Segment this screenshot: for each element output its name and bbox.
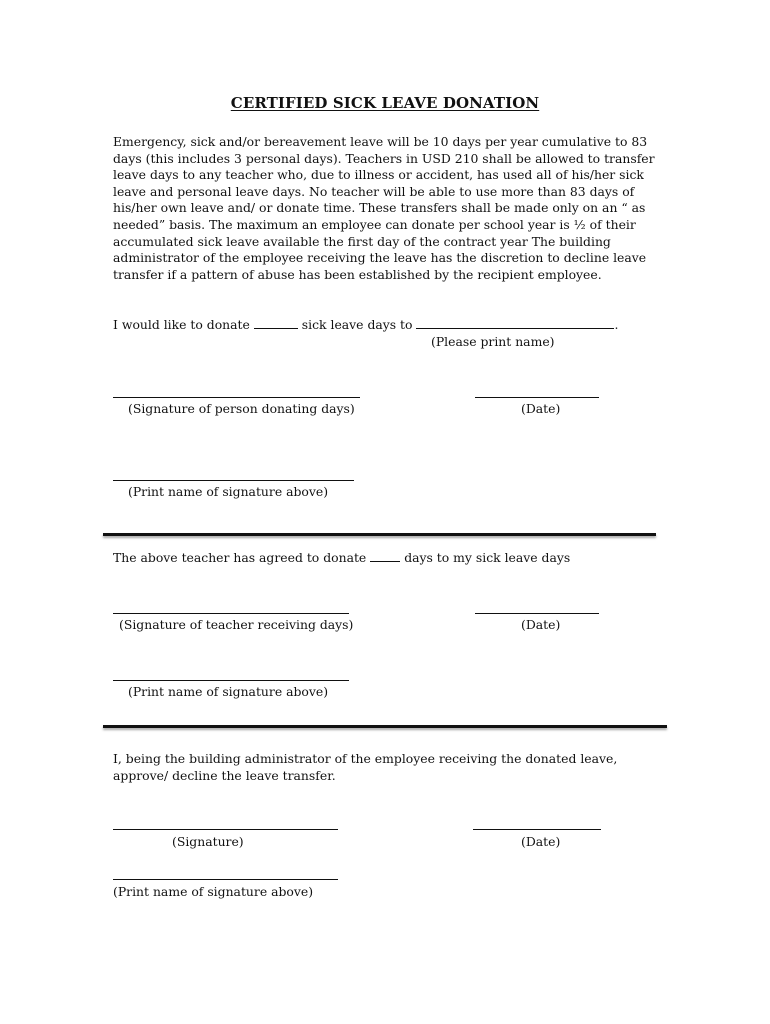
agree-sentence — [113, 550, 570, 565]
admin-print-name-line[interactable] — [113, 879, 338, 880]
agree-suffix: days to my sick leave days — [404, 550, 571, 565]
recipient-name-field[interactable] — [416, 318, 614, 329]
days-blank-field[interactable] — [254, 318, 298, 329]
donor-date-caption: (Date) — [521, 401, 561, 416]
admin-signature-line[interactable] — [113, 829, 338, 830]
donate-suffix: . — [614, 317, 619, 332]
recipient-signature-line[interactable] — [113, 613, 349, 614]
recipient-print-name-line[interactable] — [113, 680, 349, 681]
donor-print-name-line[interactable] — [113, 480, 354, 481]
donate-prefix: I would like to donate — [113, 317, 250, 332]
admin-date-line[interactable] — [473, 829, 601, 830]
recipient-date-caption: (Date) — [521, 617, 561, 632]
donate-sentence — [113, 317, 618, 332]
agreed-days-field[interactable] — [370, 551, 400, 562]
donate-middle: sick leave days to — [301, 317, 413, 332]
donor-print-name-caption: (Print name of signature above) — [128, 484, 329, 499]
policy-paragraph: Emergency, sick and/or bereavement leave will be 10 days per year cumulative to 83 days (this includes 3 personal days). Teachers in USD 210 shall be allowed to transfer leave days to any teacher who, due to illness or accident, has used all of his/her sick leave and personal leave days. No teacher will be able to use more than 83 days of his/her own leave and/ or donate time. These transfers shall be made only on an “ as needed” basis. The maximum an employee can donate per school year is ½ of their accumulated sick leave available the first day of the contract year The building administrator of the employee receiving the leave has the discretion to decline leave transfer if a pattern of abuse has been established by the recipient employee. — [113, 134, 655, 282]
donor-signature-line[interactable] — [113, 397, 360, 398]
agree-prefix: The above teacher has agreed to donate — [113, 550, 367, 565]
admin-signature-caption: (Signature) — [172, 834, 244, 849]
form-title: CERTIFIED SICK LEAVE DONATION — [230, 94, 540, 112]
admin-print-name-caption: (Print name of signature above) — [113, 884, 314, 899]
recipient-print-name-caption: (Print name of signature above) — [128, 684, 329, 699]
section-divider-2 — [103, 725, 667, 728]
recipient-signature-caption: (Signature of teacher receiving days) — [119, 617, 354, 632]
donor-signature-caption: (Signature of person donating days) — [128, 401, 355, 416]
administrator-statement: I, being the building administrator of the employee receiving the donated leave, approve/ decline the leave transfer. — [113, 751, 618, 783]
please-print-name-caption: (Please print name) — [431, 334, 555, 349]
recipient-date-line[interactable] — [475, 613, 599, 614]
section-divider-1 — [103, 533, 656, 536]
donor-date-line[interactable] — [475, 397, 599, 398]
admin-date-caption: (Date) — [521, 834, 561, 849]
